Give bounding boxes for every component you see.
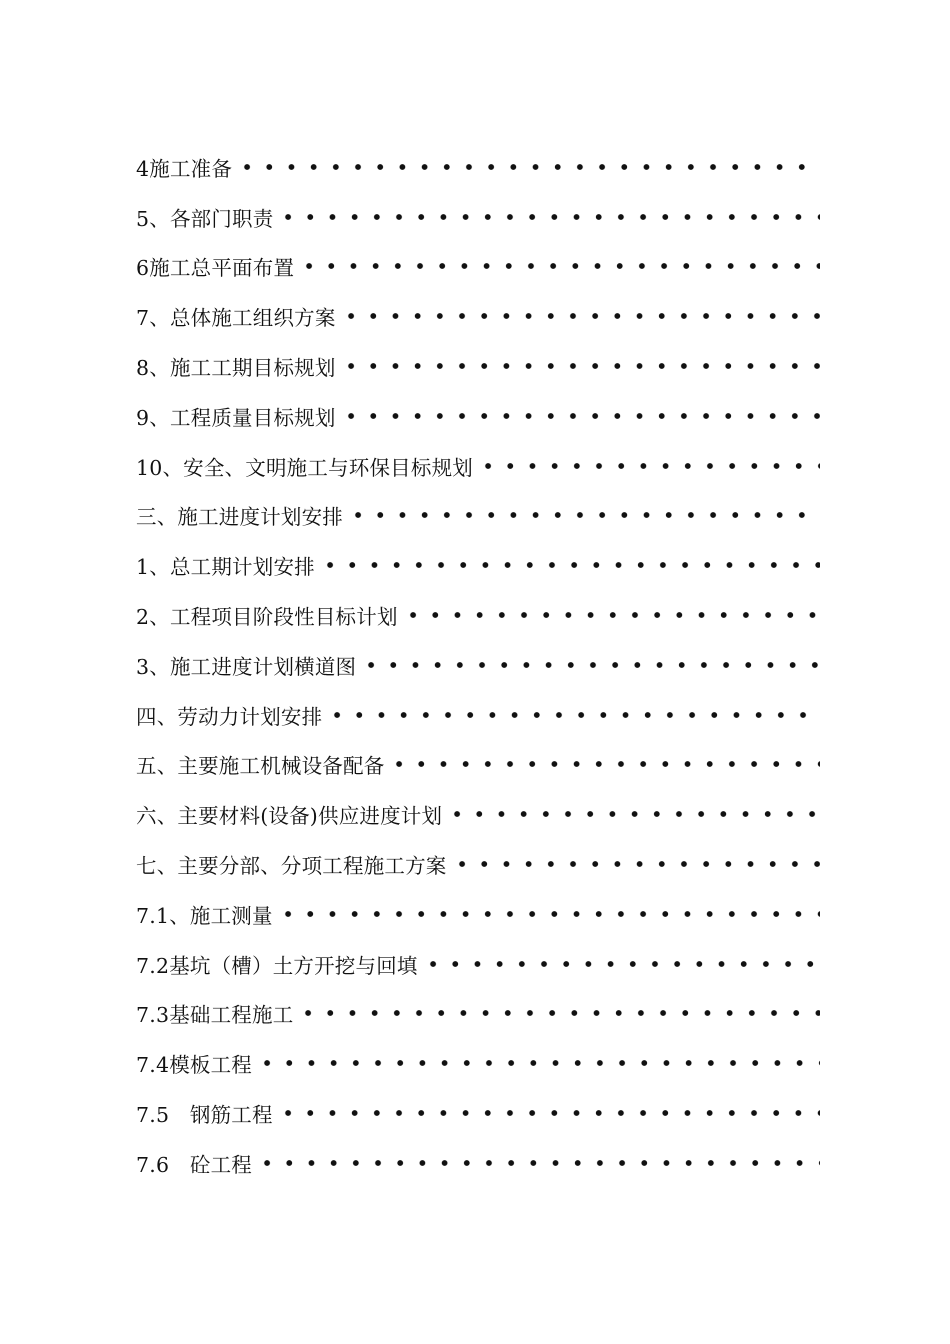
- toc-entry[interactable]: [136, 540, 820, 590]
- toc-dot-leader: [347, 510, 820, 520]
- table-of-contents: [136, 142, 820, 1188]
- toc-entry[interactable]: [136, 690, 820, 740]
- toc-entry-title: 7.4模板工程: [136, 1053, 253, 1078]
- toc-entry[interactable]: [136, 242, 820, 292]
- toc-entry[interactable]: [136, 889, 820, 939]
- toc-dot-leader: [360, 660, 820, 670]
- toc-entry[interactable]: [136, 640, 820, 690]
- toc-dot-leader: [446, 809, 820, 819]
- toc-entry-title: 四、劳动力计划安排: [136, 704, 323, 729]
- toc-dot-leader: [298, 261, 820, 271]
- toc-entry[interactable]: [136, 789, 820, 839]
- toc-entry[interactable]: [136, 989, 820, 1039]
- toc-entry-title: 7.1、施工测量: [136, 903, 273, 928]
- toc-dot-leader: [477, 461, 820, 471]
- toc-entry[interactable]: [136, 590, 820, 640]
- toc-entry-title: 5、各部门职责: [136, 206, 274, 231]
- toc-dot-leader: [340, 411, 820, 421]
- toc-dot-leader: [402, 610, 820, 620]
- toc-dot-leader: [256, 1158, 820, 1168]
- toc-dot-leader: [388, 759, 820, 769]
- toc-entry[interactable]: [136, 341, 820, 391]
- toc-entry-title: 六、主要材料(设备)供应进度计划: [136, 804, 443, 829]
- toc-entry-title: 三、施工进度计划安排: [136, 505, 343, 530]
- toc-entry-title: 7.3基础工程施工: [136, 1003, 294, 1028]
- toc-entry[interactable]: [136, 391, 820, 441]
- toc-entry[interactable]: [136, 1088, 820, 1138]
- toc-dot-leader: [236, 162, 820, 172]
- toc-entry-title: 10、安全、文明施工与环保目标规划: [136, 455, 473, 480]
- toc-entry-title: 6施工总平面布置: [136, 256, 295, 281]
- toc-dot-leader: [451, 859, 821, 869]
- toc-entry-title: 七、主要分部、分项工程施工方案: [136, 854, 447, 879]
- toc-entry[interactable]: [136, 491, 820, 541]
- toc-entry[interactable]: [136, 839, 820, 889]
- toc-entry-title: 2、工程项目阶段性目标计划: [136, 605, 398, 630]
- toc-entry-title: 7、总体施工组织方案: [136, 306, 336, 331]
- toc-entry-title: 8、施工工期目标规划: [136, 356, 336, 381]
- toc-entry[interactable]: [136, 291, 820, 341]
- toc-entry[interactable]: [136, 939, 820, 989]
- toc-dot-leader: [326, 710, 820, 720]
- toc-entry-title: 7.6 砼工程: [136, 1152, 253, 1177]
- toc-entry-title: 1、总工期计划安排: [136, 555, 315, 580]
- toc-entry[interactable]: [136, 1138, 820, 1188]
- toc-entry-title: 3、施工进度计划横道图: [136, 654, 357, 679]
- toc-dot-leader: [277, 212, 820, 222]
- toc-entry[interactable]: [136, 740, 820, 790]
- toc-dot-leader: [297, 1008, 820, 1018]
- toc-entry[interactable]: [136, 142, 820, 192]
- toc-dot-leader: [277, 909, 820, 919]
- toc-entry-title: 7.5 钢筋工程: [136, 1103, 273, 1128]
- toc-entry[interactable]: [136, 441, 820, 491]
- toc-entry[interactable]: [136, 192, 820, 242]
- toc-dot-leader: [319, 560, 820, 570]
- toc-entry[interactable]: [136, 1038, 820, 1088]
- toc-dot-leader: [340, 311, 820, 321]
- toc-dot-leader: [277, 1108, 820, 1118]
- toc-entry-title: 7.2基坑（槽）土方开挖与回填: [136, 953, 418, 978]
- toc-dot-leader: [422, 959, 820, 969]
- toc-dot-leader: [340, 361, 820, 371]
- toc-entry-title: 9、工程质量目标规划: [136, 405, 336, 430]
- toc-entry-title: 4施工准备: [136, 156, 233, 181]
- toc-entry-title: 五、主要施工机械设备配备: [136, 754, 385, 779]
- toc-dot-leader: [256, 1058, 820, 1068]
